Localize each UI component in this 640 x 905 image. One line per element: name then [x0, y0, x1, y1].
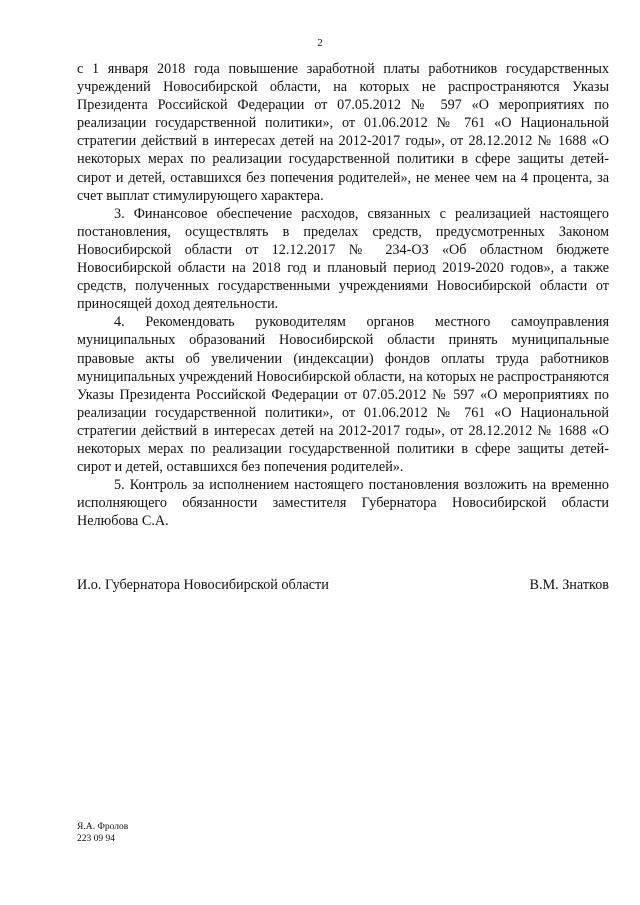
- paragraph-item-3: 3. Финансовое обеспечение расходов, связанных с реализацией настоящего постановления, осуществлять в пределах средств, предусмотренных Законом Новосибирской области от 12.12.2017 № 234-ОЗ «Об областном бюджете Новосибирской области на 2018 год и плановый период 2019-2020 годов», а также средств, полученных государственными учреждениями Новосибирской области от приносящей доход деятельности.: [77, 205, 609, 313]
- paragraph-item-5: 5. Контроль за исполнением настоящего постановления возложить на временно исполняющего обязанности заместителя Губернатора Новосибирской области Нелюбова С.А.: [77, 477, 609, 530]
- executor-phone: 223 09 94: [77, 834, 115, 844]
- paragraph-continuation: с 1 января 2018 года повышение заработной платы работников государственных учреждений Новосибирской области, на которых не распространяются Указы Президента Российской Федерации от 07.05.2012 № 597 «О мероприятиях по реализации государственной политики», от 01.06.2012 № 761 «О Национальной стратегии действий в интересах детей на 2012-2017 годы», от 28.12.2012 № 1688 «О некоторых мерах по реализации государственной политики в сфере защиты детей-сирот и детей, оставшихся без попечения родителей», не менее чем на 4 процента, за счет выплат стимулирующего характера.: [77, 61, 609, 204]
- signatory-name: В.М. Знатков: [529, 577, 609, 593]
- document-body: [77, 60, 609, 530]
- executor-name: Я.А. Фролов: [77, 822, 129, 832]
- executor-info: [77, 821, 128, 845]
- page-number: 2: [317, 37, 323, 49]
- signatory-position: И.о. Губернатора Новосибирской области: [77, 577, 329, 593]
- paragraph-item-4: 4. Рекомендовать руководителям органов местного самоуправления муниципальных образований Новосибирской области принять муниципальные правовые акты об увеличении (индексации) фондов оплаты труда работников муниципальных учреждений Новосибирской области, на которых не распространяются Указы Президента Российской Федерации от 07.05.2012 № 597 «О мероприятиях по реализации государственной политики», от 01.06.2012 № 761 «О Национальной стратегии действий в интересах детей на 2012-2017 годы», от 28.12.2012 № 1688 «О некоторых мерах по реализации государственной политики в сфере защиты детей-сирот и детей, оставшихся без попечения родителей».: [77, 314, 609, 476]
